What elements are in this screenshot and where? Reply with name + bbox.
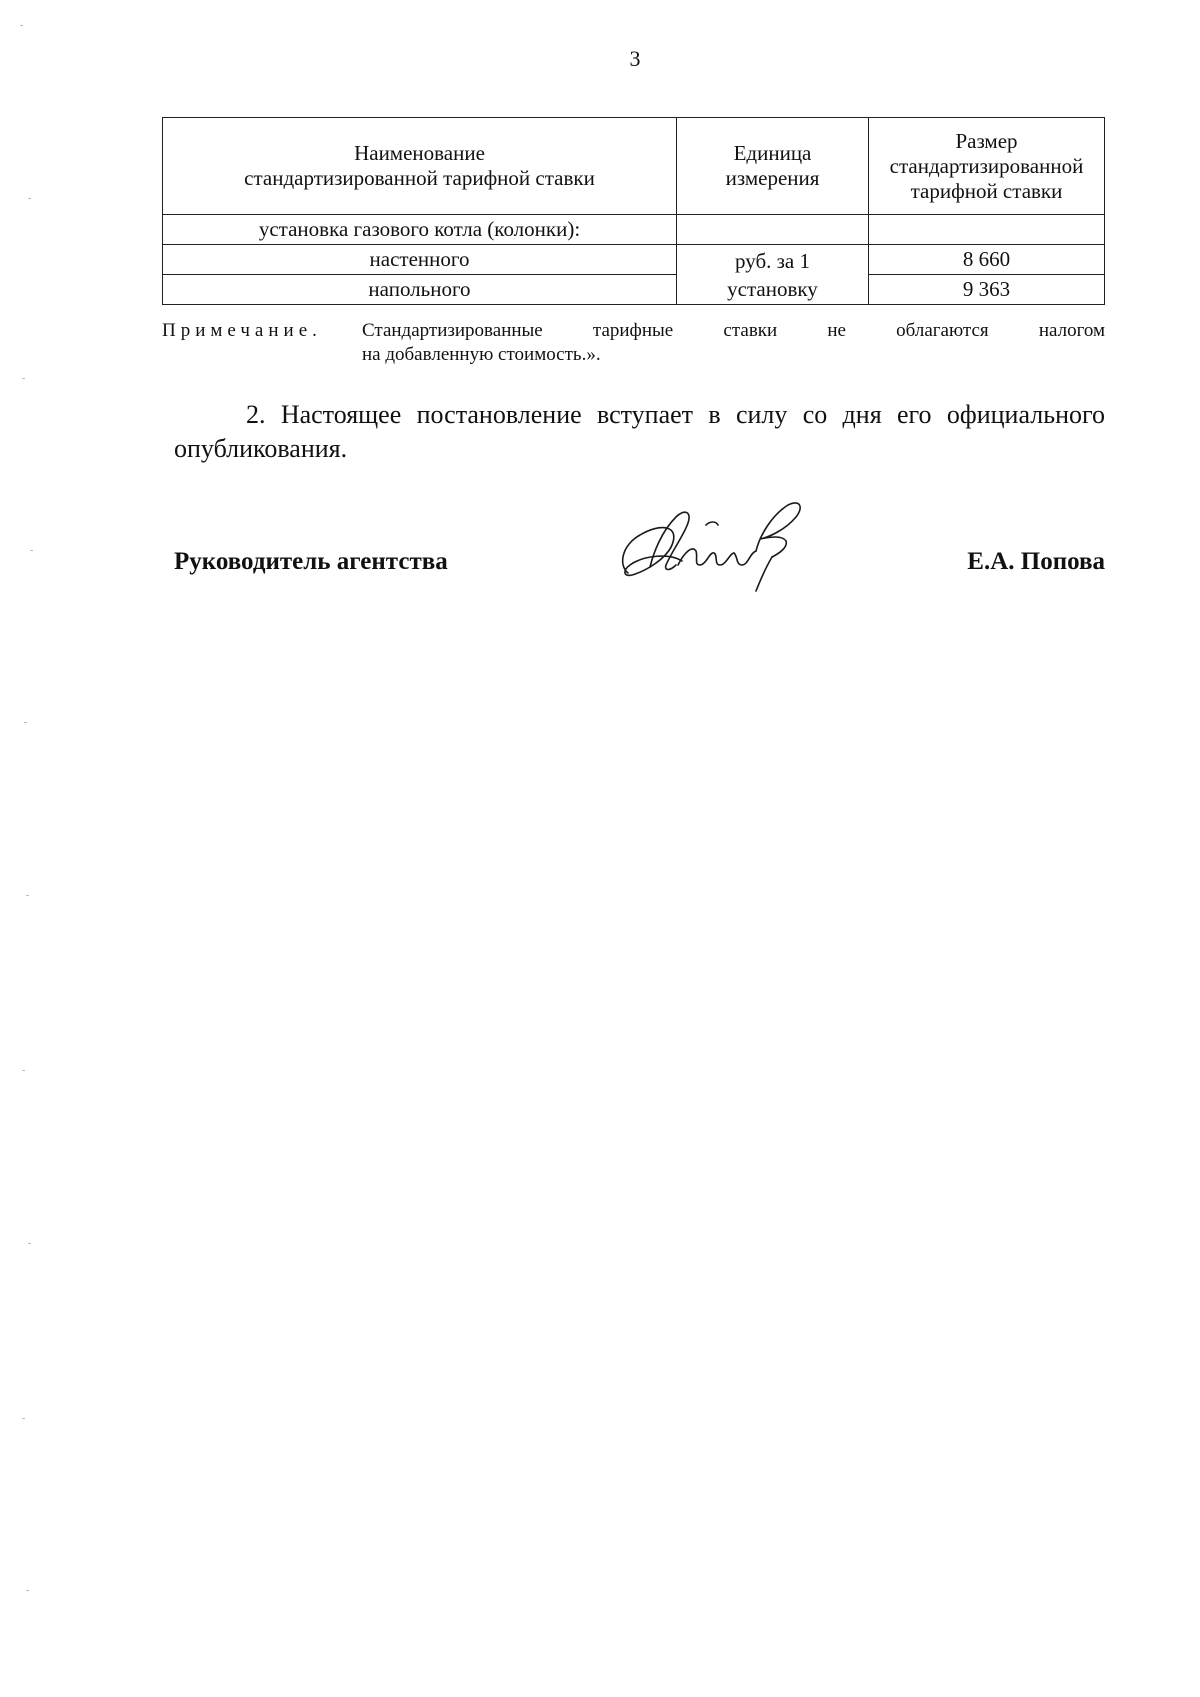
- table-row: [163, 275, 1105, 305]
- header-unit-line-2: измерения: [725, 166, 820, 190]
- row-value-cell: 9 363: [869, 275, 1105, 305]
- group-label-cell: установка газового котла (колонки):: [163, 215, 677, 245]
- scan-speck: [22, 1070, 25, 1071]
- unit-cell: [677, 245, 869, 305]
- row-name-cell: настенного: [163, 245, 677, 275]
- row-value-cell: 8 660: [869, 245, 1105, 275]
- unit-line-2: установку: [727, 276, 818, 301]
- effective-date-paragraph: 2. Настоящее постановление вступает в силу со дня его официального опубликования.: [174, 400, 1105, 463]
- note-word: ставки: [723, 320, 778, 341]
- table-row: [163, 215, 1105, 245]
- empty-cell: [869, 215, 1105, 245]
- signer-title: Руководитель агентства: [174, 548, 448, 575]
- note-line-2: на добавленную стоимость.».: [362, 344, 601, 365]
- unit-line-1: руб. за 1: [735, 248, 810, 273]
- note-word: не: [827, 320, 846, 341]
- note-label: Примечание.: [162, 320, 322, 341]
- scan-speck: [22, 1418, 25, 1419]
- scan-speck: [20, 25, 23, 26]
- signer-name: Е.А. Попова: [967, 548, 1105, 575]
- scan-speck: [28, 198, 31, 199]
- header-value-line-3: тарифной ставки: [910, 178, 1063, 203]
- empty-cell: [677, 215, 869, 245]
- table-header-row: [163, 118, 1105, 215]
- row-name-cell: напольного: [163, 275, 677, 305]
- scan-speck: [28, 1243, 31, 1244]
- tariff-table: [162, 117, 1105, 305]
- note-word: Стандартизированные: [362, 320, 543, 341]
- header-value-line-1: Размер: [955, 128, 1018, 153]
- header-unit-cell: [677, 118, 869, 215]
- table-row: [163, 245, 1105, 275]
- signature-image: [610, 495, 815, 595]
- page-number: 3: [629, 46, 641, 71]
- header-value-line-2: стандартизированной: [889, 153, 1084, 178]
- note-word: облагаются: [896, 320, 989, 341]
- scan-speck: [30, 550, 33, 551]
- scan-speck: [26, 895, 29, 896]
- header-name-line-2: стандартизированной тарифной ставки: [244, 166, 595, 190]
- note-word: тарифные: [592, 320, 674, 341]
- header-name-cell: [163, 118, 677, 215]
- header-value-cell: [869, 118, 1105, 215]
- header-name-line-1: Наименование: [354, 141, 485, 165]
- scan-speck: [26, 1590, 29, 1591]
- note-line-1: [362, 319, 1105, 343]
- scan-speck: [22, 378, 25, 379]
- header-unit-line-1: Единица: [733, 141, 812, 165]
- note-word: налогом: [1038, 320, 1106, 341]
- scan-speck: [24, 722, 27, 723]
